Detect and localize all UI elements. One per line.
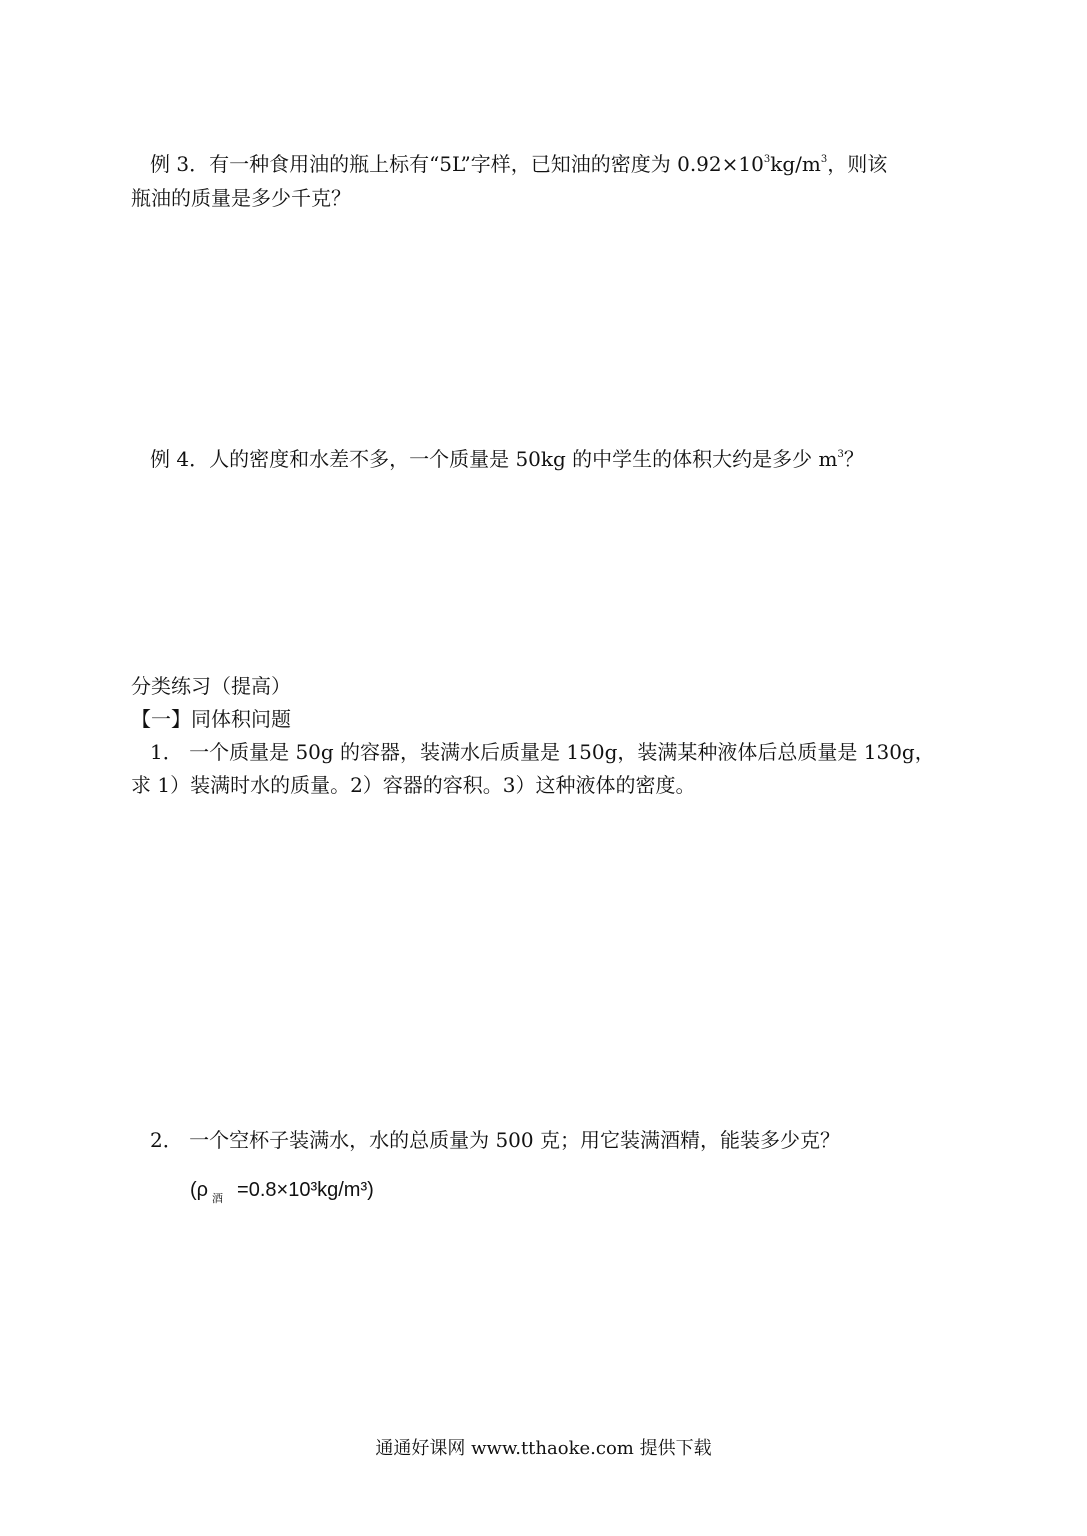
example-3-unit-exponent: 3 <box>820 154 828 165</box>
section-subtitle: 【一】同体积问题 <box>131 707 291 731</box>
question-2-formula <box>190 1178 374 1211</box>
example-4-exponent: 3 <box>837 449 844 460</box>
question-2-line-1: 2． 一个空杯子装满水，水的总质量为 500 克；用它装满酒精，能装多少克？ <box>150 1128 840 1152</box>
formula-value: =0.8×10³kg/m³) <box>237 1179 374 1201</box>
section-title: 分类练习（提高） <box>131 674 291 698</box>
example-3-text-c: ，则该 <box>827 152 888 176</box>
formula-subscript: 酒 <box>212 1193 224 1205</box>
example-3-line-1 <box>150 152 887 176</box>
question-1-line-2: 求 1）装满时水的质量。2）容器的容积。3）这种液体的密度。 <box>131 773 696 797</box>
example-4-text-b: ？ <box>843 447 864 471</box>
example-4-text-a: 例 4．人的密度和水差不多，一个质量是 50kg 的中学生的体积大约是多少 m <box>150 447 838 471</box>
question-1-line-1: 1． 一个质量是 50g 的容器，装满水后质量是 150g，装满某种液体后总质量是 130g， <box>150 740 935 764</box>
example-3-exponent: 3 <box>763 154 771 165</box>
example-4-line <box>150 447 864 471</box>
example-3-line-2: 瓶油的质量是多少千克？ <box>131 186 351 210</box>
page-footer: 通通好课网 www.tthaoke.com 提供下载 <box>375 1438 712 1459</box>
formula-rho: (ρ <box>190 1179 209 1201</box>
example-3-unit: kg/m <box>770 152 821 176</box>
example-3-text-a: 例 3．有一种食用油的瓶上标有“5L”字样，已知油的密度为 0.92×10 <box>150 152 764 176</box>
